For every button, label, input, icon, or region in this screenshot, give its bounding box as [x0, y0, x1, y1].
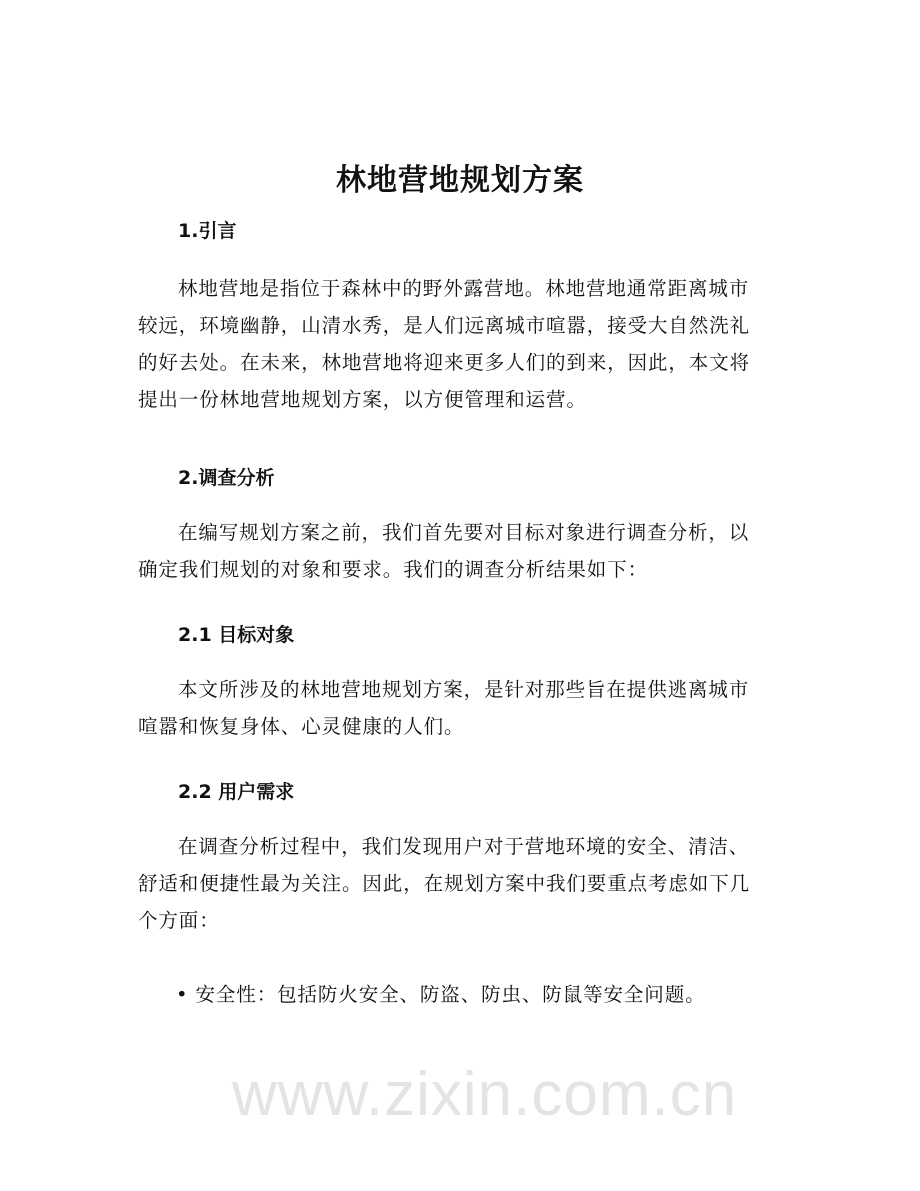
text-line: 提出一份林地营地规划方案，以方便管理和运营。 — [138, 388, 587, 411]
text-line: 林地营地是指位于森林中的野外露营地。林地营地通常距离城市 — [178, 277, 750, 300]
document-title: 林地营地规划方案 — [336, 163, 584, 198]
text-line: 喧嚣和恢复身体、心灵健康的人们。 — [138, 715, 465, 738]
paragraph-needs — [138, 828, 778, 939]
heading-intro: 1.引言 — [178, 220, 237, 242]
text-line: 的好去处。在未来，林地营地将迎来更多人们的到来，因此，本文将 — [138, 351, 751, 374]
paragraph-target — [138, 671, 778, 745]
heading-needs: 2.2 用户需求 — [178, 781, 295, 803]
text-line: 在编写规划方案之前，我们首先要对目标对象进行调查分析，以 — [178, 521, 750, 544]
paragraph-intro — [138, 270, 778, 418]
text-line: • 安全性：包括防火安全、防盗、防虫、防鼠等安全问题。 — [176, 983, 706, 1006]
text-line: 确定我们规划的对象和要求。我们的调查分析结果如下： — [138, 558, 649, 581]
text-line: 较远，环境幽静，山清水秀，是人们远离城市喧嚣，接受大自然洗礼 — [138, 314, 751, 337]
text-line: 个方面： — [138, 909, 220, 932]
text-line: 舒适和便捷性最为关注。因此，在规划方案中我们要重点考虑如下几 — [138, 872, 751, 895]
paragraph-survey — [138, 514, 778, 588]
watermark: www.zixin.com.cn — [232, 1060, 738, 1129]
text-line: 本文所涉及的林地营地规划方案，是针对那些旨在提供逃离城市 — [178, 678, 750, 701]
bullet-safety — [176, 976, 816, 1013]
heading-target: 2.1 目标对象 — [178, 624, 295, 646]
text-line: 在调查分析过程中，我们发现用户对于营地环境的安全、清洁、 — [178, 835, 750, 858]
heading-survey: 2.调查分析 — [178, 467, 275, 489]
